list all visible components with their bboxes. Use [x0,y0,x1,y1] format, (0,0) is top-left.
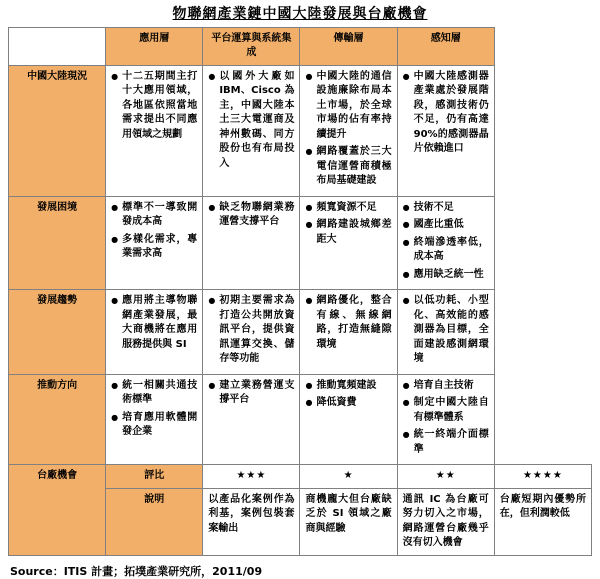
list-item: ● 統一相關共通技術標準 [111,379,197,408]
list-item: ● 終端滲透率低，成本高 [403,236,489,265]
table-row [9,290,592,375]
table-row [9,65,592,196]
column-header-application: 應用層 [106,27,203,65]
cell-current-status-perception [397,65,494,196]
row-header-current-status: 中國大陸現況 [9,65,106,196]
row-header-taiwan-opportunity: 台廠機會 [9,465,106,556]
row-header-trends: 發展趨勢 [9,290,106,375]
page-title: 物聯網產業鏈中國大陸發展與台廠機會 [172,6,428,22]
rating-application: ★★★ [203,465,300,489]
table-row [9,196,592,290]
list-item: ● 應用將主導物聯網產業發展，最大商機將在應用服務提供與 SI [111,294,197,352]
list-item: ● 標準不一導致開發成本高 [111,201,197,230]
cell-challenges-perception [397,196,494,290]
row-header-challenges: 發展困境 [9,196,106,290]
list-item: ● 制定中國大陸自有標準體系 [403,396,489,425]
table-row [9,374,592,465]
list-item: ● 初期主要需求為打造公共開放資訊平台，提供資訊運算交換、儲存等功能 [208,294,294,367]
table-header-row [9,27,592,65]
table-corner-cell [9,27,106,65]
sub-row-header-rating: 評比 [106,465,203,489]
note-perception: 台廠短期內優勢所在，但利潤較低 [494,488,591,555]
list-item: ● 頻寬資源不足 [305,201,391,216]
column-header-platform: 平台運算與系統集成 [203,27,300,65]
list-item: ● 降低資費 [305,396,391,411]
cell-trends-application [106,290,203,375]
list-item: ● 培育應用軟體開發企業 [111,411,197,440]
cell-current-status-platform [203,65,300,196]
iot-value-chain-table [8,27,592,556]
list-item: ● 培育自主技術 [403,379,489,394]
sub-row-header-note: 說明 [106,488,203,555]
list-item: ● 缺乏物聯網業務運營支撐平台 [208,201,294,230]
list-item: ● 國產比重低 [403,218,489,233]
cell-current-status-application [106,65,203,196]
list-item: ● 中國大陸感測器產業處於發展階段，感測技術仍不足，仍有高達 90%的感測器晶片依賴進口 [403,70,489,157]
cell-directions-platform [203,374,300,465]
rating-perception: ★★★★ [494,465,591,489]
cell-challenges-platform [203,196,300,290]
list-item: ● 應用缺乏統一性 [403,268,489,283]
cell-trends-platform [203,290,300,375]
cell-directions-transport [300,374,397,465]
list-item: ● 網路覆蓋於三大電信運營商積極布局基礎建設 [305,145,391,189]
list-item: ● 中國大陸的通信設施廉除布局本土市場，於全球市場的佔有率持續提升 [305,70,391,143]
table-row-rating [9,465,592,489]
column-header-transport: 傳輸層 [300,27,397,65]
rating-transport: ★★ [397,465,494,489]
note-application: 以產品化案例作為利基，案例包裝套案輸出 [203,488,300,555]
list-item: ● 以低功耗、小型化、高效能的感測器為目標，全面建設感測網環境 [403,294,489,367]
list-item: ● 網路優化，整合有線、無線網路，打造無縫隙環境 [305,294,391,352]
rating-platform: ★ [300,465,397,489]
cell-trends-perception [397,290,494,375]
note-transport: 通訊 IC 為台廠可努力切入之市場，網路運營台廠幾乎沒有切入機會 [397,488,494,555]
list-item: ● 推動寬頻建設 [305,379,391,394]
list-item: ● 多樣化需求，專業需求高 [111,233,197,262]
list-item: ● 網路建設城鄉差距大 [305,218,391,247]
source-caption: Source：ITIS 計畫；拓墣產業研究所，2011/09 [10,564,263,578]
list-item: ● 十二五期間主打十大應用領域，各地區依照當地需求提出不同應用領域之規劃 [111,70,197,143]
cell-current-status-transport [300,65,397,196]
cell-challenges-transport [300,196,397,290]
list-item: ● 以國外大廠如 IBM、Cisco 為主，中國大陸本土三大電運商及神州數碼、同方股份也有布局投入 [208,70,294,172]
cell-directions-perception [397,374,494,465]
list-item: ● 統一終端介面標準 [403,428,489,457]
cell-directions-application [106,374,203,465]
row-header-directions: 推動方向 [9,374,106,465]
cell-trends-transport [300,290,397,375]
cell-challenges-application [106,196,203,290]
list-item: ● 技術不足 [403,201,489,216]
list-item: ● 建立業務營運支撐平台 [208,379,294,408]
note-platform: 商機龐大但台廠缺乏於 SI 領域之廠商與經驗 [300,488,397,555]
column-header-perception: 感知層 [397,27,494,65]
